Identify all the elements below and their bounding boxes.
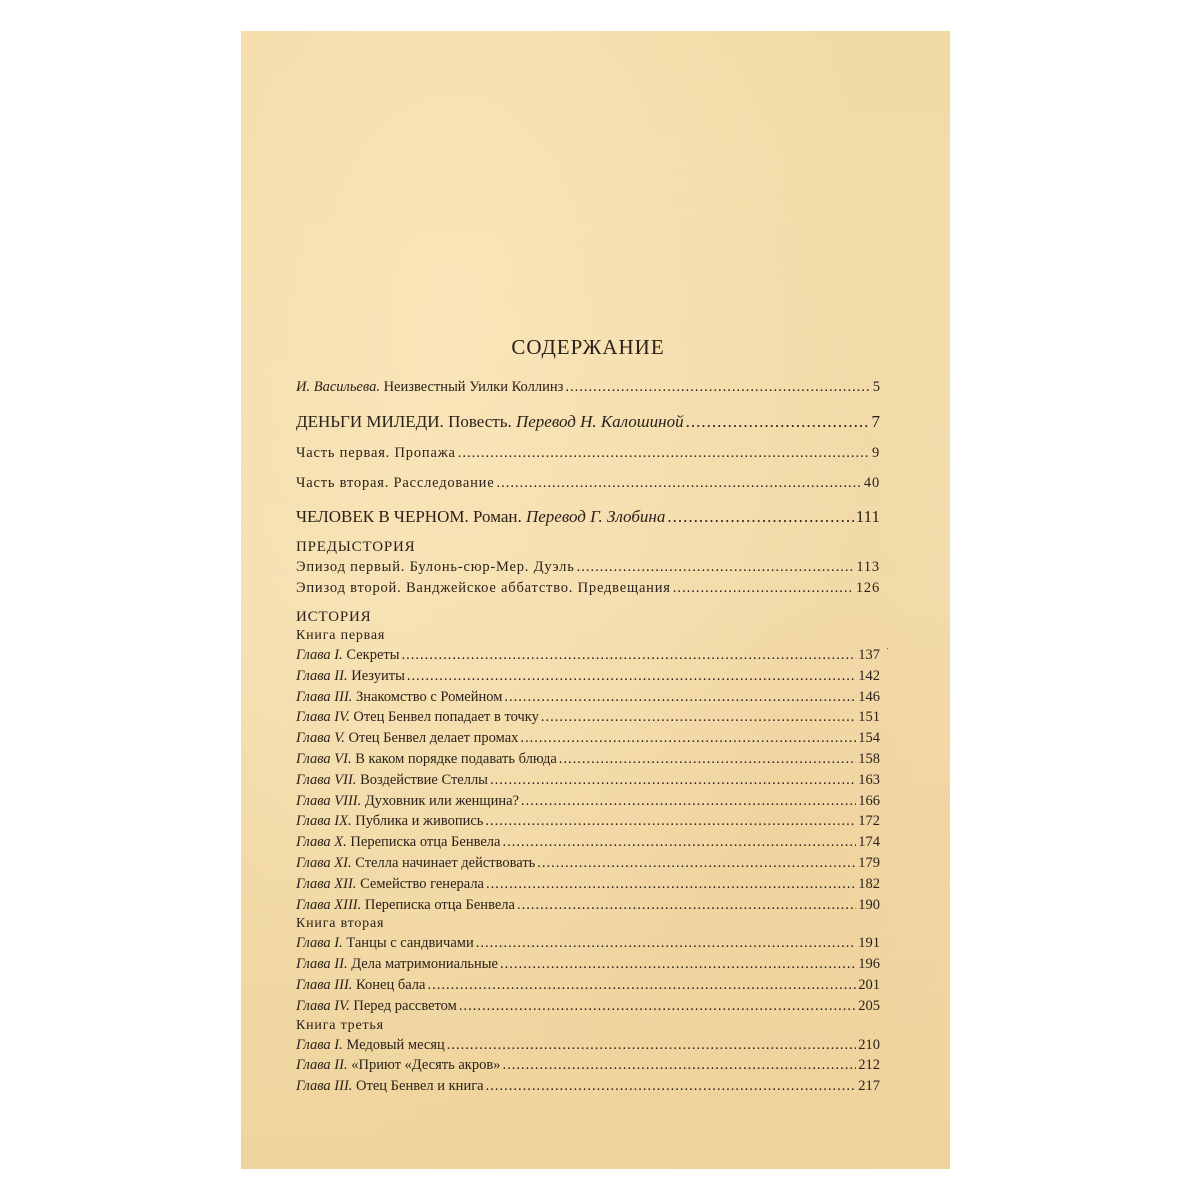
page-number: 142 bbox=[858, 667, 880, 684]
page-number: 201 bbox=[858, 976, 880, 993]
leader-dots bbox=[577, 557, 855, 578]
chapter-title: Дела матримониальные bbox=[347, 956, 498, 973]
leader-dots bbox=[686, 410, 870, 434]
page-number: 146 bbox=[858, 688, 880, 705]
book-heading-3: Книга третья bbox=[296, 1017, 384, 1033]
toc-entry-chapter bbox=[296, 791, 880, 812]
toc-entry-part bbox=[296, 473, 880, 494]
toc-entry-chapter bbox=[296, 687, 880, 708]
chapter-title: Перед рассветом bbox=[349, 997, 457, 1014]
page-number: 191 bbox=[858, 935, 880, 952]
chapter-number: Глава XII. bbox=[296, 875, 357, 892]
chapter-number: Глава XIII. bbox=[296, 896, 362, 913]
work-genre: Повесть. bbox=[443, 411, 516, 431]
leader-dots bbox=[459, 996, 856, 1017]
toc-entry-chapter bbox=[296, 853, 880, 874]
entry-label: Эпизод первый. Булонь-сюр-Мер. Дуэль bbox=[296, 559, 575, 576]
chapter-title: Знакомство с Ромейном bbox=[352, 688, 503, 705]
chapter-number: Глава IV. bbox=[296, 997, 350, 1014]
page-number: 179 bbox=[858, 854, 880, 871]
leader-dots bbox=[521, 791, 856, 812]
leader-dots bbox=[541, 707, 856, 728]
toc-entry-chapter bbox=[296, 996, 880, 1017]
leader-dots bbox=[517, 895, 856, 916]
table-of-contents bbox=[296, 333, 880, 1097]
toc-entry-chapter bbox=[296, 770, 880, 791]
leader-dots bbox=[520, 728, 856, 749]
page-number: 113 bbox=[856, 559, 880, 576]
toc-entry-chapter bbox=[296, 749, 880, 770]
leader-dots bbox=[559, 749, 856, 770]
work-translator: Перевод Г. Злобина bbox=[525, 507, 666, 527]
chapter-number: Глава III. bbox=[296, 688, 353, 705]
toc-entry-chapter bbox=[296, 933, 880, 954]
chapter-title: Стелла начинает действовать bbox=[351, 854, 536, 871]
leader-dots bbox=[673, 578, 854, 599]
intro-title: Неизвестный Уилки Коллинз bbox=[379, 379, 564, 395]
chapter-title: Отец Бенвел делает промах bbox=[344, 730, 519, 747]
toc-entry-chapter bbox=[296, 832, 880, 853]
toc-entry-work-2 bbox=[296, 505, 880, 529]
leader-dots bbox=[476, 933, 857, 954]
work-translator: Перевод Н. Калошиной bbox=[515, 411, 684, 431]
entry-label: Часть первая. Пропажа bbox=[296, 444, 456, 461]
chapter-title: Переписка отца Бенвела bbox=[361, 896, 515, 913]
chapter-number: Глава VIII. bbox=[296, 792, 362, 809]
chapter-number: Глава IV. bbox=[296, 709, 350, 726]
toc-entry-episode bbox=[296, 578, 880, 599]
section-heading-history: ИСТОРИЯ bbox=[296, 608, 372, 625]
chapter-title: Отец Бенвел попадает в точку bbox=[349, 709, 539, 726]
page-title: СОДЕРЖАНИЕ bbox=[511, 335, 665, 359]
page-number: 172 bbox=[858, 813, 880, 830]
chapter-title: Отец Бенвел и книга bbox=[352, 1078, 484, 1095]
toc-entry-chapter bbox=[296, 1055, 880, 1076]
chapter-title: Иезуиты bbox=[347, 667, 405, 684]
chapter-title: Публика и живопись bbox=[351, 813, 484, 830]
page-number: 205 bbox=[858, 997, 880, 1014]
chapter-number: Глава II. bbox=[296, 667, 348, 684]
toc-entry-chapter bbox=[296, 954, 880, 975]
toc-entry-intro bbox=[296, 377, 880, 398]
toc-entry-work-1 bbox=[296, 410, 880, 434]
leader-dots bbox=[401, 645, 856, 666]
leader-dots bbox=[496, 473, 861, 494]
page-number: 151 bbox=[858, 709, 880, 726]
toc-entry-chapter bbox=[296, 1076, 880, 1097]
chapter-number: Глава III. bbox=[296, 976, 353, 993]
page-number: 210 bbox=[858, 1036, 880, 1053]
chapter-title: Переписка отца Бенвела bbox=[346, 834, 501, 851]
leader-dots bbox=[502, 1055, 856, 1076]
page-number: 137 bbox=[858, 646, 880, 663]
chapter-number: Глава I. bbox=[296, 1036, 343, 1053]
chapter-number: Глава II. bbox=[296, 956, 348, 973]
page-number: 40 bbox=[863, 474, 880, 491]
leader-dots bbox=[407, 666, 856, 687]
leader-dots bbox=[485, 811, 856, 832]
leader-dots bbox=[447, 1035, 856, 1056]
leader-dots bbox=[458, 443, 870, 464]
book-page bbox=[241, 31, 950, 1169]
toc-entry-part bbox=[296, 443, 880, 464]
work-title: ЧЕЛОВЕК В ЧЕРНОМ. bbox=[296, 507, 469, 527]
chapter-title: Конец бала bbox=[352, 976, 426, 993]
chapter-number: Глава X. bbox=[296, 834, 347, 851]
work-title: ДЕНЬГИ МИЛЕДИ. bbox=[296, 411, 444, 431]
page-number: 158 bbox=[858, 750, 880, 767]
leader-dots bbox=[504, 687, 856, 708]
page-number: 7 bbox=[871, 411, 880, 431]
ink-speck: · bbox=[886, 644, 890, 655]
chapter-number: Глава IX. bbox=[296, 813, 352, 830]
page-number: 9 bbox=[871, 444, 880, 461]
leader-dots bbox=[486, 1076, 857, 1097]
page-number: 212 bbox=[858, 1057, 880, 1074]
entry-label: Эпизод второй. Ванджейское аббатство. Предвещания bbox=[296, 580, 671, 597]
page-number: 154 bbox=[858, 730, 880, 747]
page-number: 190 bbox=[858, 896, 880, 913]
chapter-title: В каком порядке подавать блюда bbox=[351, 750, 557, 767]
chapter-title: Секреты bbox=[342, 646, 400, 663]
leader-dots bbox=[537, 853, 856, 874]
leader-dots bbox=[427, 975, 856, 996]
toc-entry-chapter bbox=[296, 874, 880, 895]
toc-entry-chapter bbox=[296, 728, 880, 749]
book-heading-1: Книга первая bbox=[296, 627, 386, 643]
toc-entry-chapter bbox=[296, 895, 880, 916]
chapter-number: Глава V. bbox=[296, 730, 345, 747]
page-number: 174 bbox=[858, 834, 880, 851]
leader-dots bbox=[486, 874, 856, 895]
leader-dots bbox=[565, 377, 870, 398]
leader-dots bbox=[667, 505, 853, 529]
chapter-title: Воздействие Стеллы bbox=[356, 771, 488, 788]
work-genre: Роман. bbox=[468, 507, 526, 527]
toc-entry-chapter bbox=[296, 645, 880, 666]
section-heading-prehistory: ПРЕДЫСТОРИЯ bbox=[296, 539, 416, 556]
chapter-title: Медовый месяц bbox=[342, 1036, 445, 1053]
book-heading-2: Книга вторая bbox=[296, 916, 385, 932]
entry-label: Часть вторая. Расследование bbox=[296, 474, 495, 491]
chapter-number: Глава I. bbox=[296, 935, 343, 952]
chapter-number: Глава VII. bbox=[296, 771, 357, 788]
page-number: 5 bbox=[872, 379, 880, 395]
page-number: 182 bbox=[858, 875, 880, 892]
chapter-number: Глава XI. bbox=[296, 854, 352, 871]
page-number: 196 bbox=[858, 956, 880, 973]
leader-dots bbox=[490, 770, 856, 791]
chapter-number: Глава I. bbox=[296, 646, 343, 663]
chapter-number: Глава II. bbox=[296, 1057, 348, 1074]
toc-entry-chapter bbox=[296, 811, 880, 832]
leader-dots bbox=[500, 954, 856, 975]
page-number: 126 bbox=[855, 580, 880, 597]
page-number: 166 bbox=[858, 792, 880, 809]
chapter-title: Танцы с сандвичами bbox=[342, 935, 474, 952]
chapter-number: Глава III. bbox=[296, 1078, 353, 1095]
intro-author: И. Васильева. bbox=[296, 379, 380, 395]
toc-entry-chapter bbox=[296, 666, 880, 687]
toc-entry-chapter bbox=[296, 975, 880, 996]
toc-entry-episode bbox=[296, 557, 880, 578]
chapter-title: «Приют «Десять акров» bbox=[347, 1057, 501, 1074]
page-number: 111 bbox=[855, 507, 880, 527]
toc-entry-chapter bbox=[296, 707, 880, 728]
chapter-number: Глава VI. bbox=[296, 750, 352, 767]
page-number: 163 bbox=[858, 771, 880, 788]
toc-entry-chapter bbox=[296, 1035, 880, 1056]
chapter-title: Семейство генерала bbox=[356, 875, 484, 892]
page-number: 217 bbox=[858, 1078, 880, 1095]
chapter-title: Духовник или женщина? bbox=[361, 792, 519, 809]
leader-dots bbox=[502, 832, 856, 853]
